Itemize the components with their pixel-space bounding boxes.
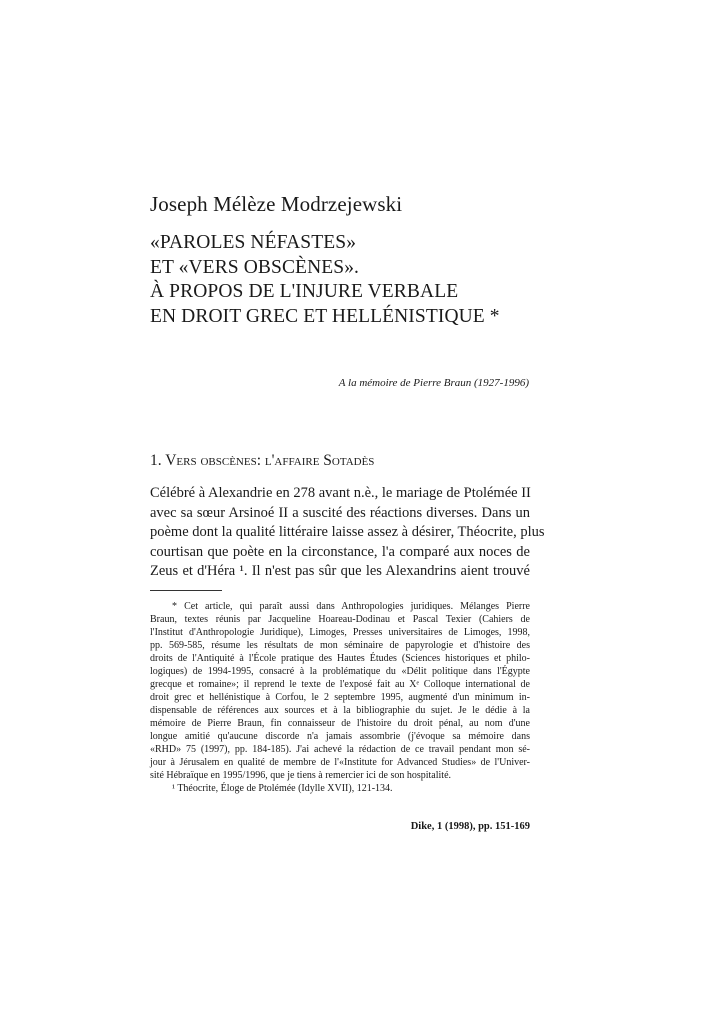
author-name: Joseph Mélèze Modrzejewski bbox=[150, 192, 403, 216]
footnote-line: droits de l'Antiquité à l'École pratique des Hautes Études (Sciences historiques et philo- bbox=[150, 653, 530, 664]
body-line: courtisan que poète en la circonstance, l'a comparé aux noces de bbox=[150, 543, 530, 560]
footnote-line: * Cet article, qui paraît aussi dans Anthropologies juridiques. Mélanges Pierre bbox=[172, 601, 530, 612]
title-line: EN DROIT GREC ET HELLÉNISTIQUE * bbox=[150, 305, 500, 327]
title-line: «PAROLES NÉFASTES» bbox=[150, 232, 357, 253]
footnote-line: ¹ Théocrite, Éloge de Ptolémée (Idylle XVII), 121-134. bbox=[172, 783, 393, 794]
footnote-line: droit grec et hellénistique à Corfou, le 2 septembre 1995, augmenté d'un minimum in- bbox=[150, 692, 530, 703]
footnote-line: mémoire de Pierre Braun, fin connaisseur de l'histoire du droit pénal, au nom d'une bbox=[150, 718, 530, 729]
footnote-line: dispensable de références aux sources et à la bibliographie du sujet. Je le dédie à la bbox=[150, 705, 530, 716]
body-paragraph bbox=[150, 484, 545, 582]
footnotes bbox=[150, 600, 530, 795]
body-line: Zeus et d'Héra ¹. Il n'est pas sûr que les Alexandrins aient trouvé bbox=[150, 563, 530, 579]
dedication: A la mémoire de Pierre Braun (1927-1996) bbox=[338, 377, 529, 389]
footnote-line: longue amitié qu'aucune discorde n'a jamais assombrie (j'évoque sa mémoire dans bbox=[150, 731, 530, 742]
body-line: Célébré à Alexandrie en 278 avant n.è., le mariage de Ptolémée II bbox=[150, 485, 531, 501]
article-title bbox=[150, 231, 570, 329]
footnote-line: l'Institut d'Anthropologie Juridique), Limoges, Presses universitaires de Limoges, 1998, bbox=[150, 627, 530, 638]
footnote-line: Braun, textes réunis par Jacqueline Hoareau-Dodinau et Pascal Texier (Cahiers de bbox=[150, 614, 530, 625]
title-line: ET «VERS OBSCÈNES». bbox=[150, 256, 360, 278]
title-line: À PROPOS DE L'INJURE VERBALE bbox=[150, 281, 459, 302]
footnote-line: logiques) de 1994-1995, consacré à la problématique du «Délit politique dans l'Égypte bbox=[150, 666, 530, 677]
body-line: avec sa sœur Arsinoé II a suscité des réactions diverses. Dans un bbox=[150, 504, 530, 521]
footnote-line: «RHD» 75 (1997), pp. 184-185). J'ai achevé la rédaction de ce travail pendant mon sé- bbox=[150, 744, 530, 755]
footnote-line: sité Hébraïque en 1995/1996, que je tiens à remercier ici de son hospitalité. bbox=[150, 770, 452, 781]
footnote-rule bbox=[150, 590, 222, 591]
footnote-line: grecque et romaine»; il reprend le texte de l'exposé fait au Xᵉ Colloque international de bbox=[150, 679, 530, 690]
body-line: poème dont la qualité littéraire laisse assez à désirer, Théocrite, plus bbox=[150, 524, 545, 540]
footnote-line: pp. 569-585, résume les résultats de mon séminaire de papyrologie et d'histoire des bbox=[150, 640, 530, 651]
journal-reference: Dike, 1 (1998), pp. 151-169 bbox=[410, 821, 530, 832]
footnote-line: jour à Jérusalem en qualité de membre de l'«Institute for Advanced Studies» de l'Univer- bbox=[150, 757, 530, 768]
section-heading: 1. Vers obscènes: l'affaire Sotadès bbox=[150, 452, 375, 469]
